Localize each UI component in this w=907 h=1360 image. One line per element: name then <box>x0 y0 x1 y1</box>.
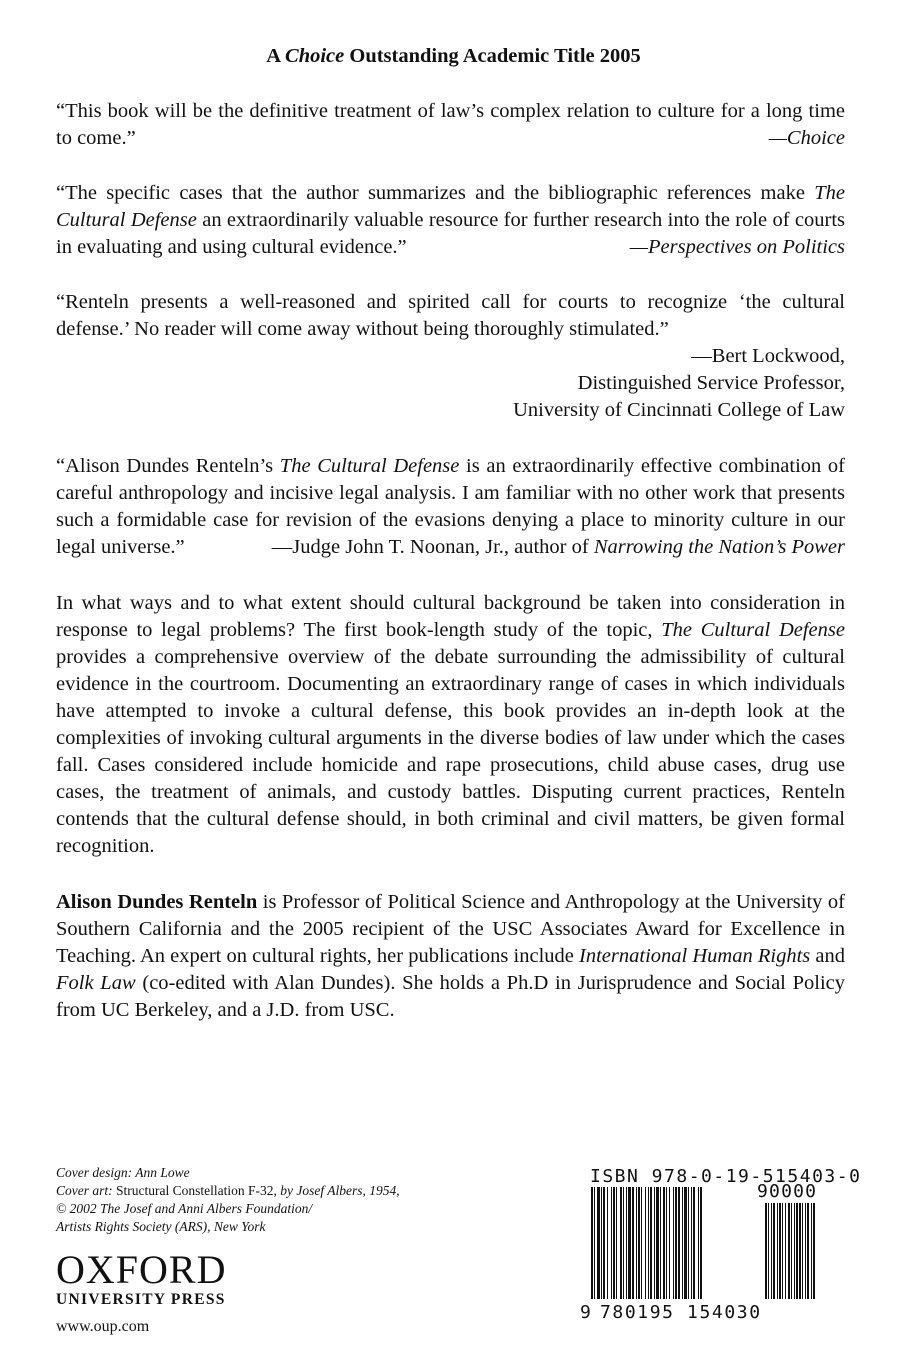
barcode-addon-bar <box>796 1203 798 1299</box>
award-heading: A Choice Outstanding Academic Title 2005 <box>266 45 641 67</box>
barcode-addon-bar <box>779 1203 781 1299</box>
barcode-bar <box>654 1187 655 1299</box>
barcode-addon-bar <box>791 1203 792 1299</box>
barcode-addon-bar <box>813 1203 815 1299</box>
publisher-name: UNIVERSITY PRESS <box>56 1291 226 1308</box>
barcode-bar <box>666 1187 667 1299</box>
barcode-bar <box>594 1187 595 1299</box>
barcode-bar <box>626 1187 627 1299</box>
barcode-bar <box>591 1187 593 1299</box>
barcode-addon-bar <box>782 1203 783 1299</box>
barcode-addon-bar <box>807 1203 809 1299</box>
barcode-bar <box>669 1187 670 1299</box>
cover-credits: Cover design: Ann Lowe Cover art: Structural Constellation F-32, by Josef Albers, 1954, © 2002 The Josef and Anni Albers Foundation/ Artists Rights Society (ARS), New York <box>56 1165 400 1234</box>
barcode-addon-bar <box>802 1203 803 1299</box>
barcode-bar <box>611 1187 612 1299</box>
author-bio: Alison Dundes Renteln is Professor of Political Science and Anthropology at the University of Southern California and the 2005 recipient of the USC Associates Award for Excellence in Teaching. An expert on cultural rights, her publications include International Human Rights and Folk Law (co-edited with Alan Dundes). She holds a Ph.D in Jurisprudence and Social Policy from UC Berkeley, and a J.D. from USC. <box>56 891 845 1021</box>
review-quote: “Renteln presents a well-reasoned and spirited call for courts to recognize ‘the cultural defense.’ No reader will come away without being thoroughly stimulated.” <box>56 291 845 340</box>
review-lockwood <box>56 289 845 424</box>
barcode-bar <box>698 1187 699 1299</box>
barcode-bar <box>645 1187 646 1299</box>
review-quote: “This book will be the definitive treatment of law’s complex relation to culture for a long time to come.” <box>56 100 845 149</box>
barcode-bar <box>678 1187 680 1299</box>
author-name: Alison Dundes Renteln <box>56 891 258 913</box>
publisher-website[interactable]: www.oup.com <box>56 1318 150 1335</box>
barcode-bar <box>623 1187 624 1299</box>
barcode-bar <box>648 1187 649 1299</box>
barcode-bar <box>607 1187 608 1299</box>
barcode-bar <box>636 1187 637 1299</box>
oxford-logo: OXFORD <box>56 1247 227 1292</box>
barcode-bar <box>620 1187 622 1299</box>
barcode-bar <box>700 1187 702 1299</box>
barcode-bar <box>656 1187 659 1299</box>
choice-italic: Choice <box>285 45 345 67</box>
isbn-barcode <box>585 1187 845 1305</box>
barcode-bar <box>688 1187 689 1299</box>
review-noonan: “Alison Dundes Renteln’s The Cultural Defense is an extraordinarily effective combination of careful anthropology and incisive legal analysis. I am familiar with no other work that presents such a formidable case for revision of the evasions denying a place to minority culture in our legal universe.” —Judge John T. Noonan, Jr., author of Narrowing the Nation’s Power <box>56 453 845 561</box>
barcode-bar <box>616 1187 617 1299</box>
barcode-bar <box>663 1187 665 1299</box>
review-attribution: —Perspectives on Politics <box>629 236 845 258</box>
barcode-addon-digits: 90000 <box>757 1181 818 1202</box>
attribution-affiliation: University of Cincinnati College of Law <box>513 399 845 421</box>
attribution-name: —Bert Lockwood, <box>691 345 845 367</box>
barcode-bar <box>632 1187 634 1299</box>
barcode-bar <box>628 1187 631 1299</box>
barcode-addon-bar <box>811 1203 812 1299</box>
review-attribution: —Choice <box>768 127 845 149</box>
barcode-addon-bar <box>799 1203 801 1299</box>
barcode-addon-bar <box>788 1203 790 1299</box>
review-attribution: —Judge John T. Noonan, Jr., author of Narrowing the Nation’s Power <box>271 536 845 558</box>
barcode-bar <box>638 1187 640 1299</box>
barcode-bar <box>684 1187 687 1299</box>
barcode-addon-bar <box>768 1203 769 1299</box>
barcode-bar <box>597 1187 600 1299</box>
barcode-addon-bar <box>765 1203 767 1299</box>
barcode-bar <box>660 1187 661 1299</box>
barcode-addon-bar <box>773 1203 775 1299</box>
barcode-digits: 780195 154030 <box>600 1302 762 1323</box>
barcode-bar <box>641 1187 642 1299</box>
attribution-title: Distinguished Service Professor, <box>577 372 845 394</box>
book-description: In what ways and to what extent should cultural background be taken into consideration in response to legal problems? The first book-length study of the topic, The Cultural Defense provides a comprehensive overview of the debate surrounding the admissibility of cultural evidence in the courtroom. Documenting an extraordinary range of cases in which individuals have attempted to invoke a cultural defense, this book provides an in-depth look at the complexities of invoking cultural arguments in the diverse bodies of law under which the cases fall. Cases considered include homicide and rape prosecutions, child abuse cases, drug use cases, the treatment of animals, and custody battles. Disputing current practices, Renteln contends that the cultural defense should, in both criminal and civil matters, be given formal recognition. <box>56 592 845 857</box>
barcode-bar <box>650 1187 652 1299</box>
barcode-bar <box>675 1187 677 1299</box>
barcode-bar <box>613 1187 615 1299</box>
barcode-bar <box>682 1187 683 1299</box>
review-choice <box>56 98 845 152</box>
barcode-bar <box>691 1187 692 1299</box>
barcode-bar <box>693 1187 695 1299</box>
barcode-bar <box>673 1187 674 1299</box>
barcode-bar <box>601 1187 602 1299</box>
barcode-addon-bar <box>771 1203 772 1299</box>
barcode-first-digit: 9 <box>580 1302 591 1323</box>
isbn-label: ISBN 978-0-19-515403-0 <box>590 1166 862 1187</box>
barcode-addon-bar <box>785 1203 786 1299</box>
review-perspectives: “The specific cases that the author summarizes and the bibliographic references make The Cultural Defense an extraordinarily valuable resource for further research into the role of courts in evaluating and using cultural evidence.” —Perspectives on Politics <box>56 180 845 261</box>
barcode-bar <box>603 1187 605 1299</box>
barcode-addon-bar <box>794 1203 795 1299</box>
barcode-addon-bar <box>777 1203 778 1299</box>
barcode-addon-bar <box>805 1203 806 1299</box>
